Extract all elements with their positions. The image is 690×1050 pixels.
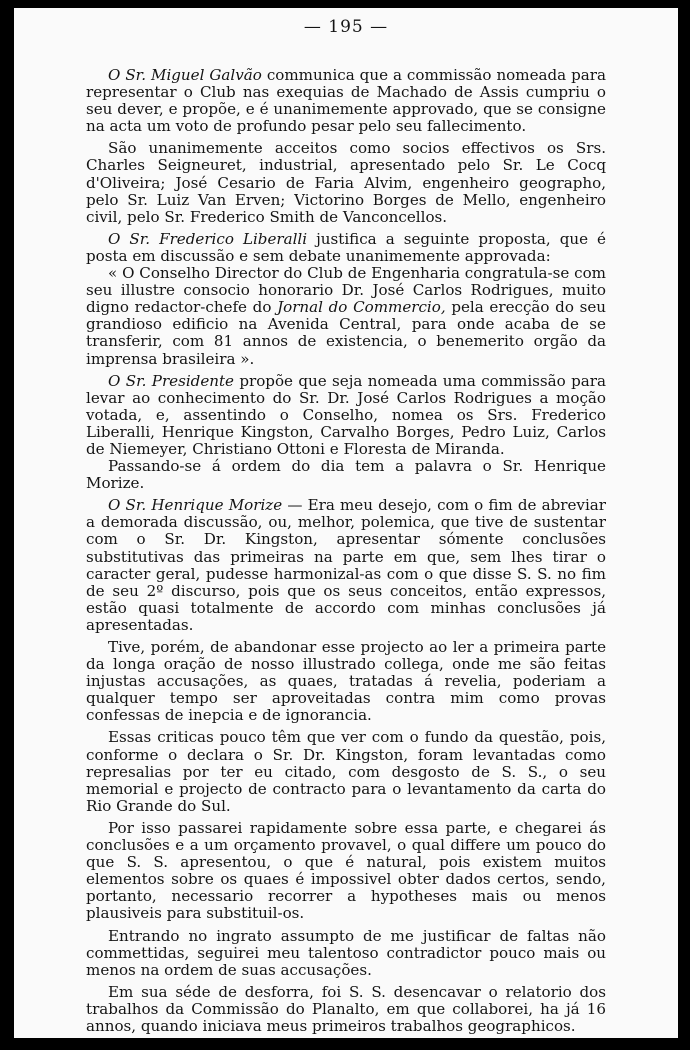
page-number: — 195 —	[303, 17, 389, 37]
paragraph-conclusoes	[86, 820, 606, 923]
body-text	[86, 67, 606, 1038]
paragraph-morize	[86, 497, 606, 634]
speaker-name: O Sr. Frederico Liberalli	[108, 229, 308, 248]
paragraph-text: Por isso passarei rapidamente sobre essa parte, e chegarei ás conclusões e a um orçamento provavel, o qual differe um pouco do que S. S. apresentou, o que é natural, pois existem muitos elementos sobre os quaes é impossivel obter dados certos, sendo, portanto, necessario recorrer a hypotheses mais ou menos plausiveis para substituil-os.	[86, 818, 606, 923]
paragraph-motion-quote	[86, 265, 606, 368]
paragraph-text: « O Conselho Director do Club de Engenharia congratula-se com seu illustre consocio honorario Dr. José Carlos Rodrigues, muito digno redactor-chefe do	[86, 264, 606, 317]
paragraph-new-members	[86, 140, 606, 225]
paragraph-text: Tive, porém, de abandonar esse projecto ao ler a primeira parte da longa oração de nosso illustrado collega, onde me são feitas injustas accusações, as quaes, tratadas á revelia, poderiam a qualquer tempo ser aproveitadas contra mim como provas confessas de inepcia e de ignorancia.	[86, 638, 606, 725]
paragraph-text: Passando-se á ordem do dia tem a palavra o Sr. Henrique Morize.	[86, 457, 606, 493]
paragraph-presidente	[86, 373, 606, 458]
newspaper-title: Jornal do Commercio,	[277, 298, 446, 317]
paragraph-text: pela erecção do seu grandioso edificio na Avenida Central, para onde acaba de se transferir, com 81 annos de existencia, o benemerito orgão da imprensa brasileira ».	[86, 298, 606, 368]
paragraph-assumpto	[86, 928, 606, 979]
paragraph-criticas	[86, 729, 606, 814]
paragraph-text: São unanimemente acceitos como socios effectivos os Srs. Charles Seigneuret, industrial, apresentado pelo Sr. Le Cocq d'Oliveira; José Cesario de Faria Alvim, engenheiro geographo, pelo Sr. Luiz Van Erven; Victorino Borges de Mello, engenheiro civil, pelo Sr. Frederico Smith de Vanconcellos.	[86, 139, 606, 226]
paragraph-ordem-do-dia	[86, 458, 606, 492]
paragraph-projecto	[86, 639, 606, 724]
paragraph-desforra	[86, 984, 606, 1035]
speaker-name: O Sr. Miguel Galvão	[108, 66, 262, 84]
speaker-name: O Sr. Henrique Morize	[108, 496, 283, 515]
paragraph-text: propõe que seja nomeada uma commissão para levar ao conhecimento do Sr. Dr. José Carlos Rodrigues a moção votada, e, assentindo o Conselho, nomea os Srs. Frederico Liberalli, Henrique Kingston, Carvalho Borges, Pedro Luiz, Carlos de Niemeyer, Christiano Ottoni e Floresta de Miranda.	[86, 371, 606, 458]
scanned-page	[14, 8, 678, 1038]
paragraph-text: Em sua séde de desforra, foi S. S. desencavar o relatorio dos trabalhos da Commissão do Planalto, em que collaborei, ha já 16 annos, quando iniciava meus primeiros trabalhos geographicos.	[86, 982, 606, 1035]
paragraph-liberalli	[86, 231, 606, 265]
paragraph-text: communica que a commissão nomeada para representar o Club nas exequias de Machado de Assis cumpriu o seu dever, e propõe, e é unanimemente approvado, que se consigne na acta um voto de profundo pesar pelo seu fallecimento.	[86, 66, 606, 136]
speaker-name: O Sr. Presidente	[108, 371, 234, 390]
paragraph-text: justifica a seguinte proposta, que é posta em discussão e sem debate unanimemente approvada:	[86, 229, 606, 265]
paragraph-galvao	[86, 67, 606, 135]
paragraph-text: — Era meu desejo, com o fim de abreviar a demorada discussão, ou, melhor, polemica, que tive de sustentar com o Sr. Dr. Kingston, apresentar sómente conclusões substitutivas das primeiras na parte em que, sem lhes tirar o caracter geral, pudesse harmonizal-as com o que disse S. S. no fim de seu 2º discurso, pois que os seus conceitos, então expressos, estão quasi totalmente de accordo com minhas conclusões já apresentadas.	[86, 496, 607, 634]
paragraph-text: Essas criticas pouco têm que ver com o fundo da questão, pois, conforme o declara o Sr. Dr. Kingston, foram levantadas como represalias por ter eu citado, com desgosto de S. S., o seu memorial e projecto de contracto para o levantamento da carta do Rio Grande do Sul.	[86, 728, 606, 815]
paragraph-text: Entrando no ingrato assumpto de me justificar de faltas não commettidas, seguirei meu talentoso contradictor pouco mais ou menos na ordem de suas accusações.	[86, 926, 606, 979]
